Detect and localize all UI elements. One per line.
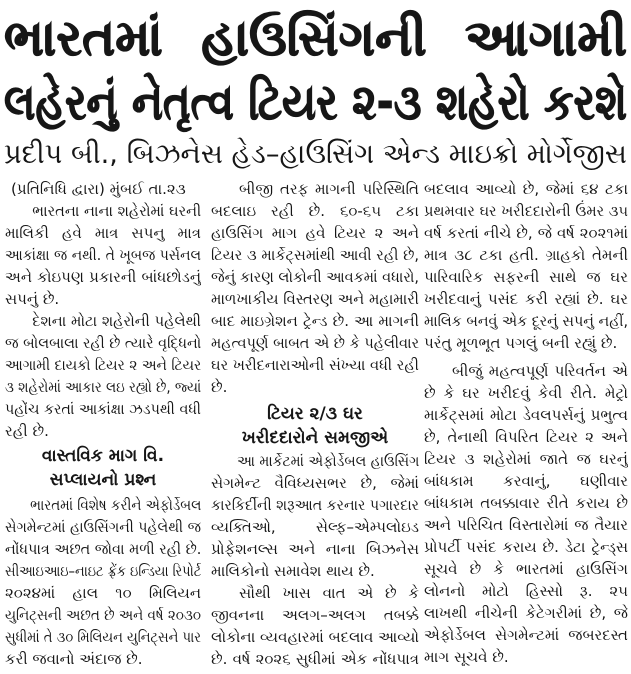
body-text-line: લોકોના વ્યવહારમાં બદલાવ આવ્યો [211,628,419,646]
body-text-line: જીવનના અલગ–અલગ તબક્કે [211,606,419,624]
article-column-2 [211,178,419,672]
body-text-line: છે. વર્ષ ૨૦૨૬ સુધીમાં એક નોંધપાત્ર [211,650,419,668]
headline-line-1: ભારતમાં હાઉસિંગની આગામી [4,9,627,67]
subheading-line: ટિયર ૨/૩ ઘર [267,404,363,424]
article-column-3 [424,178,628,672]
body-text-line: પ્રોફેશનલ્સ અને નાના બિઝનેસ [211,540,419,558]
body-text-line: પ્રથમવાર ઘર ખરીદદારોની ઉંમર ૩૫ [424,202,628,220]
body-text-line: માળખાકીય વિસ્તરણ અને મહામારી [211,290,419,308]
article-column-1 [5,178,201,672]
body-text-line: કરી જવાનો અંદાજ છે. [5,650,143,668]
body-text-line: છે કે ઘર ખરીદવું કેવી રીતે. મેટ્રો [424,384,628,402]
body-text-line: પહોંચ કરતાં આકાંક્ષા ઝડપથી વધી [5,400,201,418]
body-text-line: ૩ શહેરોમાં આકાર લઇ રહ્યો છે, જ્યાં [5,378,201,396]
body-text-line: છે. [211,378,228,396]
body-text-line: સુધીમાં તે ૩૦ મિલિયન યુનિટ્સને પાર [5,628,201,646]
body-text-line: જેનું કારણ લોકોની આવકમાં વધારો, [211,268,419,286]
body-text-line: માલિક બનવું એક દૂરનું સપનું નહીં, [424,312,628,330]
body-text-line: સીઆઇઆઇ–નાઇટ ફ્રેંક ઇન્ડિયા રિપોર્ટ [5,562,201,580]
body-text-line: જ બોલબાલા રહી છે ત્યારે વૃદ્ધિનો [5,334,201,352]
body-text-line: ઘર ખરીદનારાઓની સંખ્યા વધી રહી [211,356,419,374]
body-text-line: અને કોઇપણ પ્રકારની બાંધછોડનું [5,268,201,286]
body-text-line: વર્ષ કરતાં નીચે છે, જે વર્ષ ૨૦૨૧માં [424,224,628,242]
body-text-line: ૨૦૨૪માં હાલ ૧૦ મિલિયન [5,584,201,602]
body-text-line: બીજું મહત્વપૂર્ણ પરિવર્તન એ [452,362,628,380]
body-text-line: પારિવારિક સફરની સાથે જ ઘર [424,268,628,286]
body-text-line: સપનું છે. [5,290,60,308]
body-text-line: પ્રોપર્ટી પસંદ કરાય છે. ડેટા ટ્રેન્ડ્સ [424,538,628,556]
body-text-line: બાંધકામ કરવાનું, ઘણીવાર [424,472,628,490]
body-text-line: આ માર્કેટમાં એફોર્ડેબલ હાઉસિંગ [237,452,419,470]
body-text-line: સૂચવે છે કે ભારતમાં હાઉસિંગ [424,560,628,578]
body-text-line: સૌથી ખાસ વાત એ છે કે [239,584,419,602]
body-text-line: આકાંક્ષા જ નથી. તે ખૂબજ પર્સનલ [5,246,201,264]
body-text-line: માલિકોનો સમાવેશ થાય છે. [211,562,375,580]
body-text-line: ટિયર ૩ માર્કેટ્સમાંથી આવી રહી છે, [211,246,419,264]
body-text-line: બદલાઇ રહી છે. ૬૦-૬૫ ટકા [211,202,419,220]
body-text-line: પરંતુ મૂળભૂત પગલું બની રહ્યું છે. [424,334,618,352]
body-text-line: અને પરિચિત વિસ્તારોમાં જ તૈયાર [424,516,628,534]
body-text-line: માર્કેટ્સમાં મોટા ડેવલપર્સનું પ્રભુત્વ [424,406,628,424]
body-text-line: યુનિટ્સની અછત છે અને વર્ષ ૨૦૩૦ [5,606,201,624]
body-text-line: માગ સૂચવે છે. [424,648,509,666]
body-text-line: આગામી દાયકો ટિયર ૨ અને ટિયર [5,356,201,374]
body-text-line: માત્ર ૩૮ ટકા હતી. ગ્રાહકો તેમની [424,246,628,264]
body-text-line: ભારતના નાના શહેરોમાં ઘરની [32,202,201,220]
byline: પ્રદીપ બી., બિઝનેસ હેડ–હાઉસિંગ એન્ડ માઇક્રો મોર્ગેજીસ [4,137,627,170]
body-text-line: બાદ માઇગ્રેશન ટ્રેન્ડ છે. આ માગની [211,312,419,330]
body-text-line: એફોર્ડેબલ સેગમેન્ટમાં જબરદસ્ત [424,626,628,644]
body-text-line: બદલાવ આવ્યો છે, જેમાં ૬૪ ટકા [424,180,628,198]
body-text-line: રહી છે. [5,422,49,440]
dateline: (પ્રતિનિધિ દ્વારા) મુંબઈ તા.૨૩ [11,180,186,198]
body-text-line: સેગમેન્ટમાં હાઉસિંગની પહેલેથી જ [5,518,201,536]
body-text-line: છે, તેનાથી વિપરિત ટિયર ૨ અને [424,428,628,446]
body-text-line: વ્યક્તિઓ, સેલ્ફ–એમ્પલોઇડ [211,518,419,536]
body-text-line: હાઉસિંગ માગ હવે ટિયર ૨ અને [211,224,419,242]
body-text-line: કારકિર્દીની શરૂઆત કરનાર પગારદાર [211,496,419,514]
body-text-line: લોનનો મોટો હિસ્સો રૂ. ૨૫ [424,582,628,600]
body-text-line: માલિકી હવે માત્ર સપનુ માત્ર [5,224,201,242]
body-text-line: ટિયર ૩ શહેરોમાં જાતે જ ઘરનું [424,450,628,468]
headline-line-2: લહેરનું નેતૃત્વ ટિયર ૨-૩ શહેરો કરશે [4,73,628,131]
body-text-line: સેગમેન્ટ વૈવિધ્યસભર છે, જેમાં [211,474,419,492]
body-text-line: લાખથી નીચેની કેટેગરીમાં છે, જે [424,604,628,622]
subheading-line: સપ્લાયનો પ્રશ્ન [49,470,157,490]
body-text-line: દેશના મોટા શહેરોની પહેલેથી [32,312,201,330]
body-text-line: ભારતમાં વિશેષ કરીને એફોર્ડેબલ [30,496,201,514]
body-text-line: બાંધકામ તબક્કાવાર રીતે કરાય છે [424,494,628,512]
subheading-line: વાસ્તવિક માગ વિ. [41,446,165,466]
body-text-line: બીજી તરફ માગની પરિસ્થિતિ [239,180,419,198]
body-text-line: ખરીદવાનું પસંદ કરી રહ્યાં છે. ઘર [424,290,628,308]
body-text-line: નોંધપાત્ર અછત જોવા મળી રહી છે. [5,540,201,558]
body-text-line: મહત્વપૂર્ણ બાબત એ છે કે પહેલીવાર [211,334,419,352]
subheading-line: ખરીદદારોને સમજીએ [241,428,389,448]
